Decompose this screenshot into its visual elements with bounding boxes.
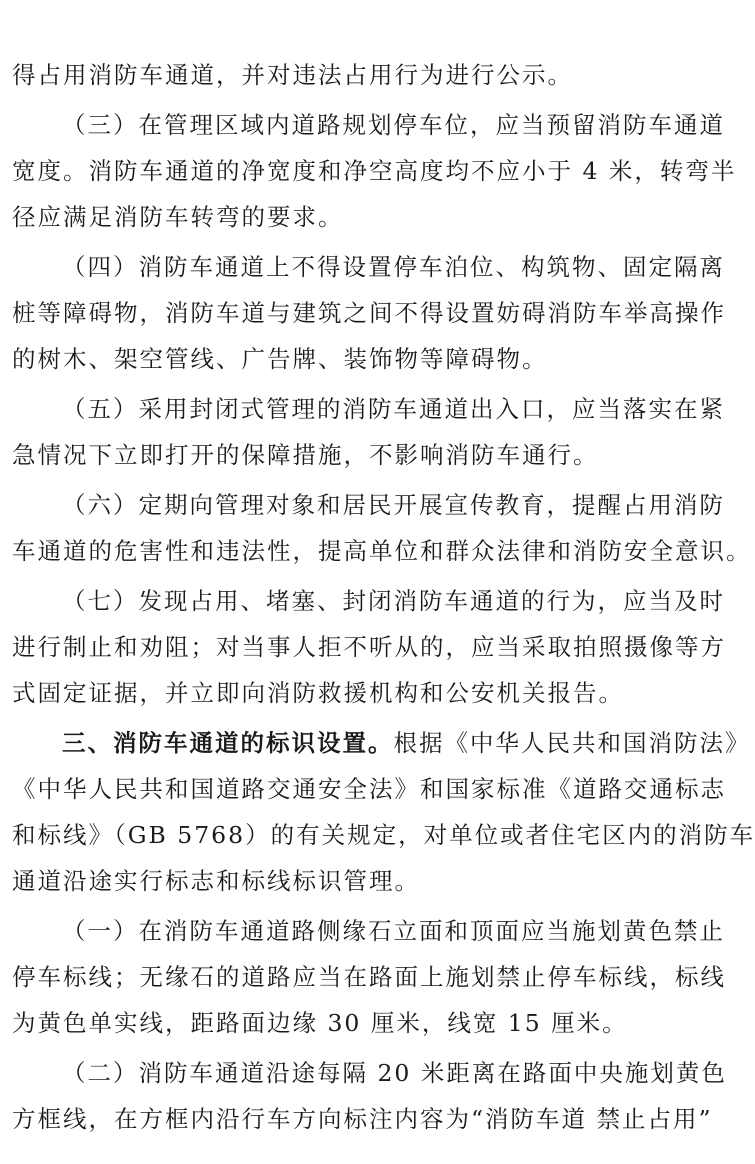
paragraph [12, 1050, 727, 1142]
paragraph [12, 386, 725, 478]
line-text: （六）定期向管理对象和居民开展宣传教育，提醒占用消防 [62, 491, 725, 519]
text-line [12, 578, 725, 624]
paragraph [12, 52, 690, 98]
line-text: 通道沿途实行标志和标线标识管理。 [12, 867, 420, 895]
text-line [12, 482, 725, 528]
line-text: 车通道的危害性和违法性，提高单位和群众法律和消防安全意识。 [12, 537, 752, 565]
line-text: 《中华人民共和国道路交通安全法》和国家标准《道路交通标志 [12, 775, 726, 803]
text-line [12, 858, 690, 904]
line-text: 方框线，在方框内沿行车方向标注内容为“消防车道 禁止占用” [12, 1105, 713, 1133]
text-line [12, 102, 725, 148]
paragraph [12, 102, 737, 240]
text-line [12, 528, 752, 574]
line-text: 径应满足消防车转弯的要求。 [12, 203, 344, 231]
text-line [12, 386, 725, 432]
line-text: 桩等障碍物，消防车道与建筑之间不得设置妨碍消防车举高操作 [12, 299, 726, 327]
text-line [12, 670, 690, 716]
text-line [12, 336, 690, 382]
text-line [12, 290, 726, 336]
line-text: 根据《中华人民共和国消防法》 [393, 729, 751, 757]
text-line [12, 624, 726, 670]
text-line [12, 954, 726, 1000]
text-line [12, 244, 725, 290]
document-page [12, 52, 755, 1142]
paragraph [12, 482, 752, 574]
line-text: （四）消防车通道上不得设置停车泊位、构筑物、固定隔离 [62, 253, 725, 281]
line-text: 停车标线；无缘石的道路应当在路面上施划禁止停车标线，标线 [12, 963, 726, 991]
text-line [12, 812, 755, 858]
paragraph [12, 578, 726, 716]
line-text: 得占用消防车通道，并对违法占用行为进行公示。 [12, 61, 573, 89]
text-line [12, 194, 690, 240]
paragraph [12, 908, 726, 1046]
line-text: 和标线》（GB 5768）的有关规定，对单位或者住宅区内的消防车 [12, 821, 755, 849]
line-text: （一）在消防车通道路侧缘石立面和顶面应当施划黄色禁止 [62, 917, 725, 945]
text-line [12, 720, 751, 766]
text-line [12, 1000, 690, 1046]
line-text: （二）消防车通道沿途每隔 20 米距离在路面中央施划黄色 [62, 1059, 727, 1087]
text-line [12, 766, 726, 812]
section-heading: 三、消防车通道的标识设置。 [62, 729, 394, 757]
line-text: 进行制止和劝阻；对当事人拒不听从的，应当采取拍照摄像等方 [12, 633, 726, 661]
text-line [12, 908, 725, 954]
text-line [12, 1096, 713, 1142]
paragraph [12, 244, 726, 382]
line-text: （五）采用封闭式管理的消防车通道出入口，应当落实在紧 [62, 395, 725, 423]
line-text: 宽度。消防车通道的净宽度和净空高度均不应小于 4 米，转弯半 [12, 157, 737, 185]
text-line [12, 52, 690, 98]
line-text: （七）发现占用、堵塞、封闭消防车通道的行为，应当及时 [62, 587, 725, 615]
section-heading-paragraph [12, 720, 755, 904]
line-text: 为黄色单实线，距路面边缘 30 厘米，线宽 15 厘米。 [12, 1009, 628, 1037]
text-line [12, 148, 737, 194]
line-text: （三）在管理区域内道路规划停车位，应当预留消防车通道 [62, 111, 725, 139]
text-line [12, 1050, 727, 1096]
line-text: 式固定证据，并立即向消防救援机构和公安机关报告。 [12, 679, 624, 707]
line-text: 的树木、架空管线、广告牌、装饰物等障碍物。 [12, 345, 548, 373]
text-line [12, 432, 690, 478]
line-text: 急情况下立即打开的保障措施，不影响消防车通行。 [12, 441, 599, 469]
